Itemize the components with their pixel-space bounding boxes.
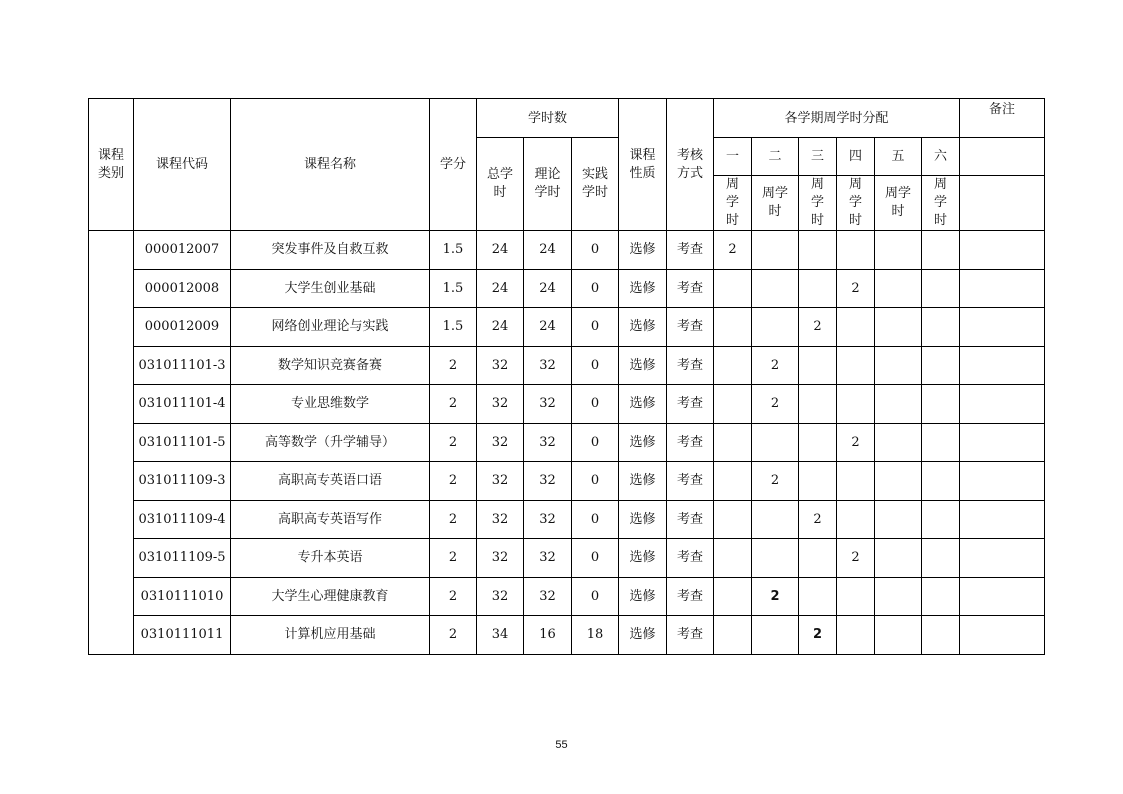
total-hours: 32 bbox=[477, 423, 524, 462]
semester-3-weekly-hours bbox=[799, 462, 837, 501]
semester-6-weekly-hours bbox=[922, 616, 960, 655]
assessment-method: 考查 bbox=[667, 462, 714, 501]
assessment-method: 考查 bbox=[667, 269, 714, 308]
credit: 2 bbox=[430, 385, 477, 424]
theory-hours: 32 bbox=[524, 577, 572, 616]
course-name: 高职高专英语口语 bbox=[231, 462, 430, 501]
semester-3-weekly-hours bbox=[799, 577, 837, 616]
header-remarks-blank bbox=[960, 138, 1045, 176]
assessment-method: 考查 bbox=[667, 308, 714, 347]
course-name: 大学生心理健康教育 bbox=[231, 577, 430, 616]
semester-5-weekly-hours bbox=[875, 577, 922, 616]
assessment-method: 考查 bbox=[667, 539, 714, 578]
course-name: 大学生创业基础 bbox=[231, 269, 430, 308]
theory-hours: 32 bbox=[524, 385, 572, 424]
semester-1-weekly-hours bbox=[714, 462, 752, 501]
course-name: 专升本英语 bbox=[231, 539, 430, 578]
theory-hours: 24 bbox=[524, 231, 572, 270]
remarks-cell bbox=[960, 539, 1045, 578]
header-weekly-hours: 周学时 bbox=[799, 176, 837, 231]
course-code: 031011101-4 bbox=[134, 385, 231, 424]
semester-5-weekly-hours bbox=[875, 269, 922, 308]
course-code: 031011109-5 bbox=[134, 539, 231, 578]
course-name: 高等数学（升学辅导） bbox=[231, 423, 430, 462]
credit: 1.5 bbox=[430, 269, 477, 308]
course-nature: 选修 bbox=[619, 308, 667, 347]
page-number: 55 bbox=[555, 739, 568, 751]
semester-1-weekly-hours bbox=[714, 385, 752, 424]
theory-hours: 16 bbox=[524, 616, 572, 655]
semester-2-weekly-hours: 2 bbox=[752, 385, 799, 424]
semester-3-weekly-hours: 2 bbox=[799, 616, 837, 655]
credit: 2 bbox=[430, 616, 477, 655]
course-name: 数学知识竞赛备赛 bbox=[231, 346, 430, 385]
course-code: 0310111010 bbox=[134, 577, 231, 616]
semester-3-weekly-hours bbox=[799, 269, 837, 308]
semester-6-weekly-hours bbox=[922, 385, 960, 424]
total-hours: 24 bbox=[477, 231, 524, 270]
semester-2-weekly-hours bbox=[752, 616, 799, 655]
semester-4-weekly-hours bbox=[837, 462, 875, 501]
theory-hours: 32 bbox=[524, 346, 572, 385]
credit: 1.5 bbox=[430, 231, 477, 270]
course-code: 031011101-5 bbox=[134, 423, 231, 462]
header-weekly-hours: 周学时 bbox=[837, 176, 875, 231]
credit: 2 bbox=[430, 577, 477, 616]
semester-4-weekly-hours bbox=[837, 385, 875, 424]
semester-4-weekly-hours bbox=[837, 500, 875, 539]
assessment-method: 考查 bbox=[667, 231, 714, 270]
semester-5-weekly-hours bbox=[875, 539, 922, 578]
semester-5-weekly-hours bbox=[875, 500, 922, 539]
header-weekly-hours: 周学时 bbox=[752, 176, 799, 231]
practice-hours: 0 bbox=[572, 577, 619, 616]
semester-2-weekly-hours bbox=[752, 231, 799, 270]
remarks-cell bbox=[960, 577, 1045, 616]
table-row bbox=[89, 423, 1045, 462]
semester-6-weekly-hours bbox=[922, 539, 960, 578]
semester-5-weekly-hours bbox=[875, 308, 922, 347]
semester-1-weekly-hours bbox=[714, 346, 752, 385]
course-code: 031011109-4 bbox=[134, 500, 231, 539]
semester-3-weekly-hours bbox=[799, 346, 837, 385]
practice-hours: 0 bbox=[572, 462, 619, 501]
course-name: 计算机应用基础 bbox=[231, 616, 430, 655]
assessment-method: 考查 bbox=[667, 385, 714, 424]
semester-5-weekly-hours bbox=[875, 462, 922, 501]
header-assessment: 考核方式 bbox=[667, 99, 714, 231]
table-row bbox=[89, 577, 1045, 616]
remarks-cell bbox=[960, 385, 1045, 424]
total-hours: 32 bbox=[477, 385, 524, 424]
assessment-method: 考查 bbox=[667, 577, 714, 616]
header-category: 课程类别 bbox=[89, 99, 134, 231]
remarks-cell bbox=[960, 231, 1045, 270]
credit: 2 bbox=[430, 423, 477, 462]
remarks-cell bbox=[960, 500, 1045, 539]
course-nature: 选修 bbox=[619, 616, 667, 655]
header-practice-hours: 实践学时 bbox=[572, 138, 619, 231]
table-row bbox=[89, 462, 1045, 501]
remarks-cell bbox=[960, 269, 1045, 308]
header-semester-group: 各学期周学时分配 bbox=[714, 99, 960, 138]
course-nature: 选修 bbox=[619, 539, 667, 578]
theory-hours: 24 bbox=[524, 269, 572, 308]
practice-hours: 0 bbox=[572, 231, 619, 270]
course-nature: 选修 bbox=[619, 500, 667, 539]
semester-1-weekly-hours bbox=[714, 423, 752, 462]
semester-1-weekly-hours: 2 bbox=[714, 231, 752, 270]
course-name: 突发事件及自救互救 bbox=[231, 231, 430, 270]
total-hours: 32 bbox=[477, 539, 524, 578]
semester-4-weekly-hours: 2 bbox=[837, 423, 875, 462]
course-table bbox=[88, 98, 1045, 655]
course-name: 网络创业理论与实践 bbox=[231, 308, 430, 347]
course-code: 000012007 bbox=[134, 231, 231, 270]
semester-4-weekly-hours bbox=[837, 577, 875, 616]
semester-6-weekly-hours bbox=[922, 500, 960, 539]
semester-5-weekly-hours bbox=[875, 385, 922, 424]
semester-6-weekly-hours bbox=[922, 269, 960, 308]
practice-hours: 0 bbox=[572, 269, 619, 308]
practice-hours: 0 bbox=[572, 385, 619, 424]
practice-hours: 18 bbox=[572, 616, 619, 655]
header-theory-hours: 理论学时 bbox=[524, 138, 572, 231]
course-code: 031011101-3 bbox=[134, 346, 231, 385]
header-remarks-blank bbox=[960, 176, 1045, 231]
total-hours: 32 bbox=[477, 462, 524, 501]
remarks-cell bbox=[960, 462, 1045, 501]
practice-hours: 0 bbox=[572, 500, 619, 539]
header-semester-3: 三 bbox=[799, 138, 837, 176]
course-nature: 选修 bbox=[619, 346, 667, 385]
theory-hours: 24 bbox=[524, 308, 572, 347]
assessment-method: 考查 bbox=[667, 346, 714, 385]
semester-3-weekly-hours bbox=[799, 423, 837, 462]
semester-1-weekly-hours bbox=[714, 539, 752, 578]
theory-hours: 32 bbox=[524, 423, 572, 462]
semester-4-weekly-hours bbox=[837, 231, 875, 270]
table-row bbox=[89, 346, 1045, 385]
header-name: 课程名称 bbox=[231, 99, 430, 231]
practice-hours: 0 bbox=[572, 346, 619, 385]
header-weekly-hours: 周学时 bbox=[922, 176, 960, 231]
total-hours: 34 bbox=[477, 616, 524, 655]
header-remarks: 备注 bbox=[960, 99, 1045, 138]
table-row bbox=[89, 539, 1045, 578]
course-nature: 选修 bbox=[619, 231, 667, 270]
remarks-cell bbox=[960, 346, 1045, 385]
credit: 1.5 bbox=[430, 308, 477, 347]
semester-2-weekly-hours: 2 bbox=[752, 577, 799, 616]
total-hours: 32 bbox=[477, 346, 524, 385]
semester-1-weekly-hours bbox=[714, 616, 752, 655]
course-name: 高职高专英语写作 bbox=[231, 500, 430, 539]
assessment-method: 考查 bbox=[667, 616, 714, 655]
table-row bbox=[89, 269, 1045, 308]
semester-6-weekly-hours bbox=[922, 423, 960, 462]
theory-hours: 32 bbox=[524, 500, 572, 539]
semester-5-weekly-hours bbox=[875, 616, 922, 655]
assessment-method: 考查 bbox=[667, 500, 714, 539]
course-code: 0310111011 bbox=[134, 616, 231, 655]
table-row bbox=[89, 308, 1045, 347]
semester-2-weekly-hours bbox=[752, 500, 799, 539]
semester-6-weekly-hours bbox=[922, 462, 960, 501]
course-name: 专业思维数学 bbox=[231, 385, 430, 424]
semester-2-weekly-hours bbox=[752, 539, 799, 578]
semester-3-weekly-hours: 2 bbox=[799, 308, 837, 347]
semester-5-weekly-hours bbox=[875, 423, 922, 462]
semester-6-weekly-hours bbox=[922, 577, 960, 616]
course-code: 000012008 bbox=[134, 269, 231, 308]
theory-hours: 32 bbox=[524, 539, 572, 578]
header-semester-6: 六 bbox=[922, 138, 960, 176]
semester-6-weekly-hours bbox=[922, 231, 960, 270]
practice-hours: 0 bbox=[572, 423, 619, 462]
semester-2-weekly-hours bbox=[752, 269, 799, 308]
course-nature: 选修 bbox=[619, 423, 667, 462]
table-row bbox=[89, 500, 1045, 539]
semester-4-weekly-hours bbox=[837, 308, 875, 347]
course-nature: 选修 bbox=[619, 385, 667, 424]
theory-hours: 32 bbox=[524, 462, 572, 501]
course-code: 031011109-3 bbox=[134, 462, 231, 501]
table-row bbox=[89, 231, 1045, 270]
credit: 2 bbox=[430, 462, 477, 501]
assessment-method: 考查 bbox=[667, 423, 714, 462]
practice-hours: 0 bbox=[572, 539, 619, 578]
semester-1-weekly-hours bbox=[714, 269, 752, 308]
header-total-hours: 总学时 bbox=[477, 138, 524, 231]
semester-1-weekly-hours bbox=[714, 308, 752, 347]
semester-4-weekly-hours: 2 bbox=[837, 539, 875, 578]
semester-3-weekly-hours: 2 bbox=[799, 500, 837, 539]
credit: 2 bbox=[430, 346, 477, 385]
header-credit: 学分 bbox=[430, 99, 477, 231]
course-code: 000012009 bbox=[134, 308, 231, 347]
remarks-cell bbox=[960, 616, 1045, 655]
header-semester-1: 一 bbox=[714, 138, 752, 176]
total-hours: 32 bbox=[477, 577, 524, 616]
semester-2-weekly-hours: 2 bbox=[752, 462, 799, 501]
course-nature: 选修 bbox=[619, 269, 667, 308]
semester-5-weekly-hours bbox=[875, 231, 922, 270]
semester-3-weekly-hours bbox=[799, 385, 837, 424]
header-weekly-hours: 周学时 bbox=[875, 176, 922, 231]
semester-4-weekly-hours: 2 bbox=[837, 269, 875, 308]
semester-1-weekly-hours bbox=[714, 500, 752, 539]
category-cell bbox=[89, 231, 134, 655]
header-semester-5: 五 bbox=[875, 138, 922, 176]
remarks-cell bbox=[960, 423, 1045, 462]
header-hours-group: 学时数 bbox=[477, 99, 619, 138]
semester-4-weekly-hours bbox=[837, 616, 875, 655]
semester-2-weekly-hours bbox=[752, 308, 799, 347]
semester-2-weekly-hours bbox=[752, 423, 799, 462]
remarks-cell bbox=[960, 308, 1045, 347]
semester-3-weekly-hours bbox=[799, 539, 837, 578]
semester-3-weekly-hours bbox=[799, 231, 837, 270]
total-hours: 24 bbox=[477, 269, 524, 308]
course-nature: 选修 bbox=[619, 462, 667, 501]
header-weekly-hours: 周学时 bbox=[714, 176, 752, 231]
credit: 2 bbox=[430, 500, 477, 539]
semester-2-weekly-hours: 2 bbox=[752, 346, 799, 385]
credit: 2 bbox=[430, 539, 477, 578]
semester-1-weekly-hours bbox=[714, 577, 752, 616]
semester-6-weekly-hours bbox=[922, 346, 960, 385]
semester-4-weekly-hours bbox=[837, 346, 875, 385]
table-row bbox=[89, 616, 1045, 655]
header-nature: 课程性质 bbox=[619, 99, 667, 231]
course-nature: 选修 bbox=[619, 577, 667, 616]
semester-6-weekly-hours bbox=[922, 308, 960, 347]
header-code: 课程代码 bbox=[134, 99, 231, 231]
header-semester-4: 四 bbox=[837, 138, 875, 176]
semester-5-weekly-hours bbox=[875, 346, 922, 385]
table-row bbox=[89, 385, 1045, 424]
total-hours: 32 bbox=[477, 500, 524, 539]
practice-hours: 0 bbox=[572, 308, 619, 347]
total-hours: 24 bbox=[477, 308, 524, 347]
header-semester-2: 二 bbox=[752, 138, 799, 176]
